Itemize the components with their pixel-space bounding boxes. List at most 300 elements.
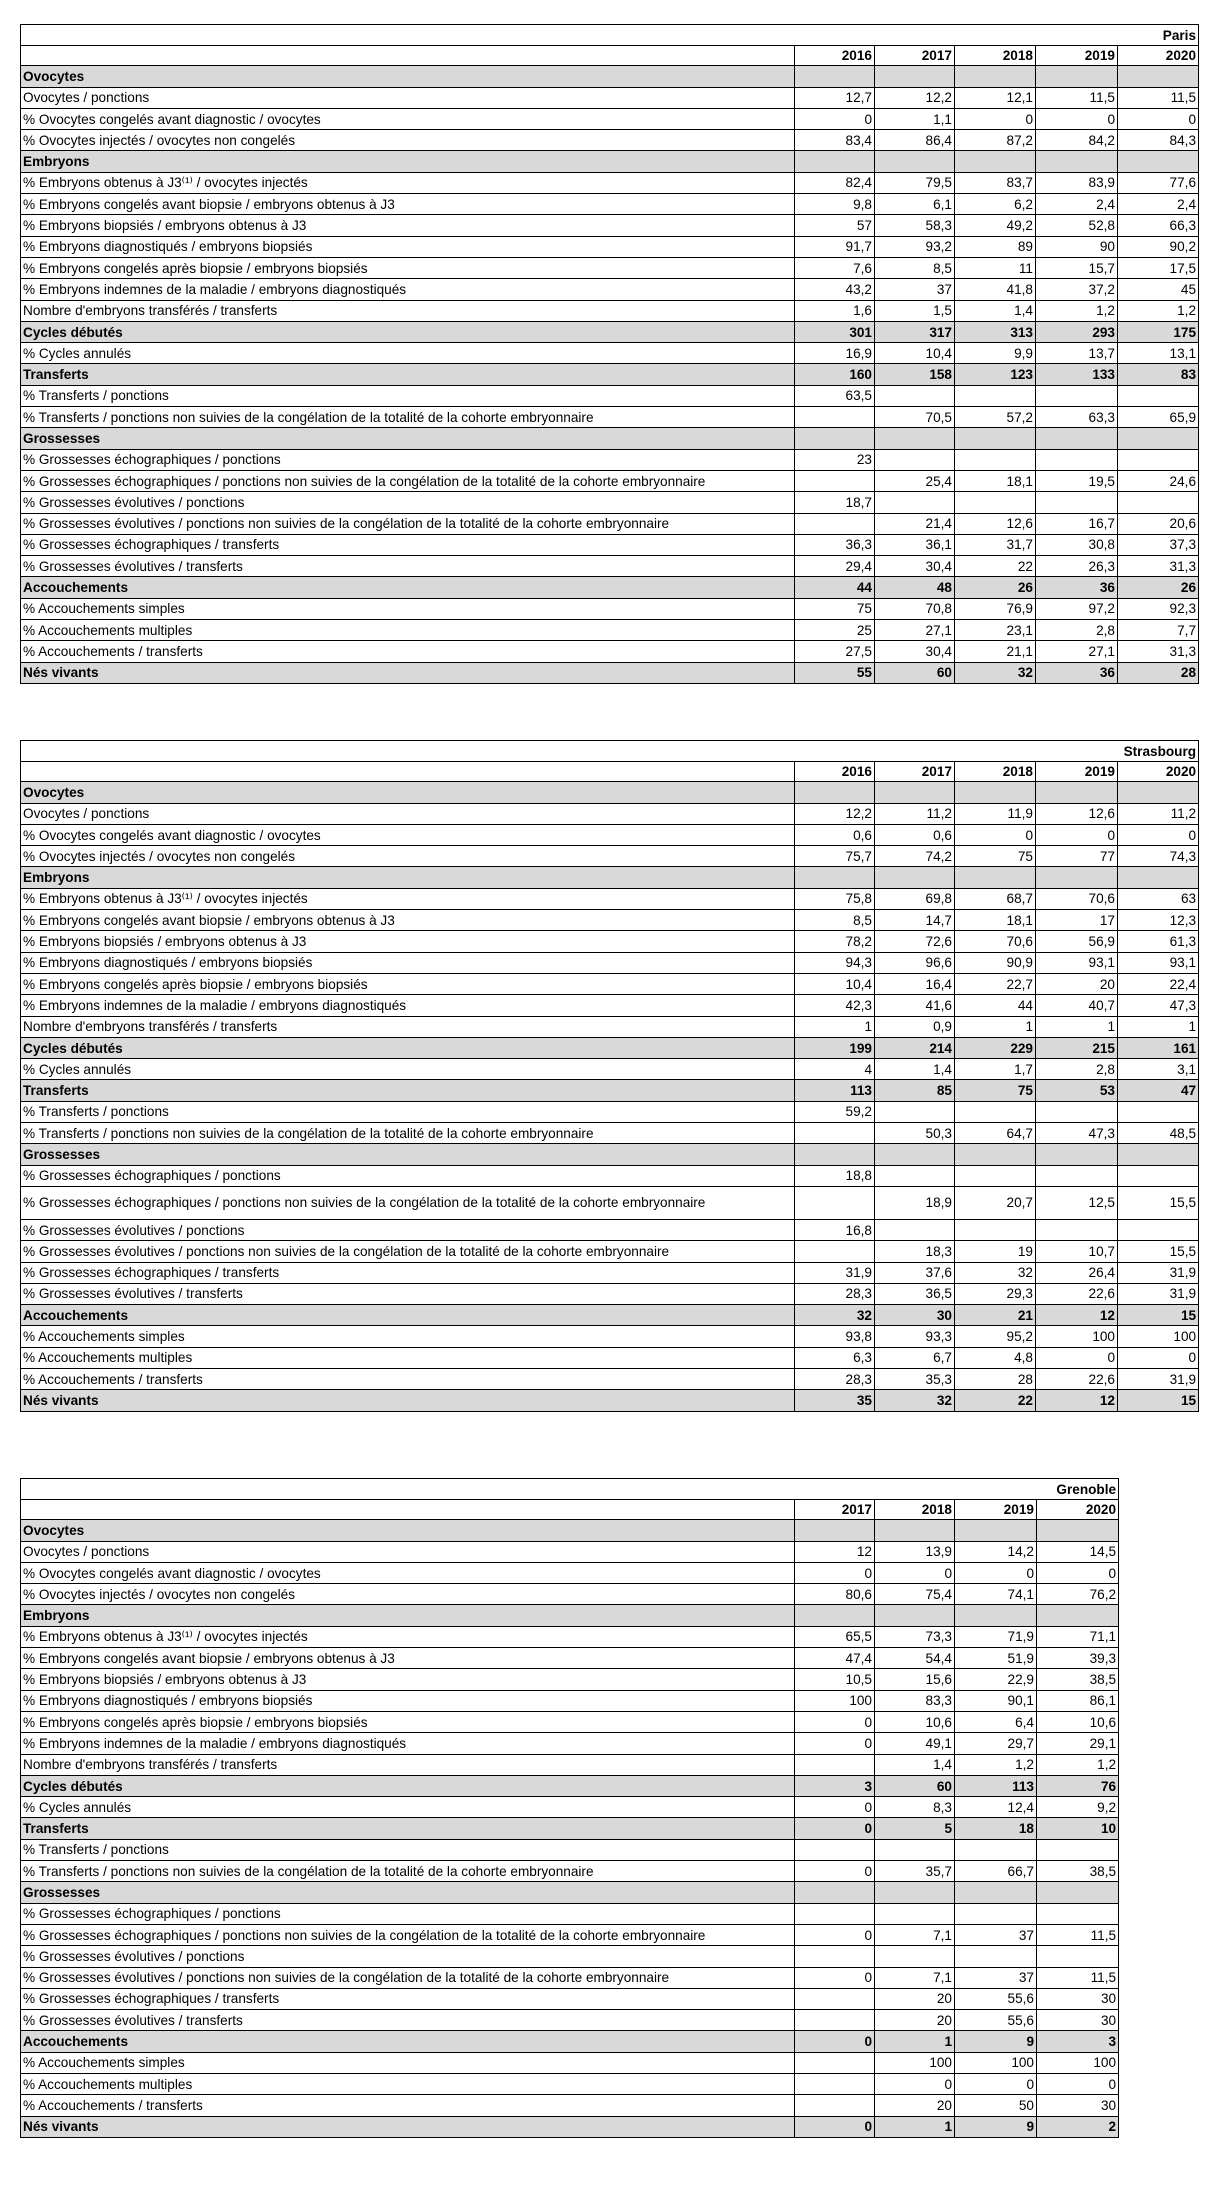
row-label-grossesses-evolutives-ponctions-non-suivies-de-la-congelatio: % Grossesses évolutives / ponctions non suivies de la congélation de la totalité de la cohorte embryonnaire [21,1241,795,1262]
cell-grossesses-echographiques-ponctions-non-suivies-de-la-congel-2017: 0 [795,1924,875,1945]
cell-embryons-indemnes-de-la-maladie-embryons-diagnostiques-2018: 44 [955,995,1036,1016]
cell-grossesses-evolutives-transferts-2016: 29,4 [795,556,875,577]
cell-ovocytes-injectes-ovocytes-non-congeles-2019: 77 [1036,846,1118,867]
cell-grossesses-echographiques-ponctions-non-suivies-de-la-congel-2017: 25,4 [875,470,955,491]
year-header-2017: 2017 [875,46,955,66]
cell-embryons-congeles-apres-biopsie-embryons-biopsies-2018: 10,6 [875,1711,955,1732]
year-header-2020: 2020 [1118,762,1199,782]
cell-embryons-obtenus-a-j3-ovocytes-injectes-2019: 71,9 [955,1626,1037,1647]
cell-accouchements-simples-2017 [795,2052,875,2073]
cell-embryons-obtenus-a-j3-ovocytes-injectes-2018: 83,7 [955,172,1036,193]
cell-grossesses-echographiques-ponctions-non-suivies-de-la-congel-2016 [795,470,875,491]
cell-embryons-2016 [795,151,875,172]
city-name: Strasbourg [21,741,1199,762]
cell-grossesses-evolutives-ponctions-2017 [875,1219,955,1240]
cell-grossesses-echographiques-transferts-2017 [795,1988,875,2009]
cell-grossesses-echographiques-transferts-2017: 37,6 [875,1262,955,1283]
cell-embryons-congeles-avant-biopsie-embryons-obtenus-a-j3-2018: 6,2 [955,194,1036,215]
cell-accouchements-simples-2017: 70,8 [875,598,955,619]
table-row [21,846,1199,867]
cell-ovocytes-2020 [1037,1520,1119,1541]
row-label-embryons-biopsies-embryons-obtenus-a-j3: % Embryons biopsiés / embryons obtenus à J3 [21,931,795,952]
cell-ovocytes-ponctions-2017: 11,2 [875,803,955,824]
cell-accouchements-simples-2019: 100 [955,2052,1037,2073]
city-header-row [21,1479,1119,1500]
table-row [21,1123,1199,1144]
cell-ovocytes-injectes-ovocytes-non-congeles-2018: 87,2 [955,130,1036,151]
cell-embryons-diagnostiques-embryons-biopsies-2017: 93,2 [875,236,955,257]
cell-nes-vivants-2019: 12 [1036,1390,1118,1411]
cell-ovocytes-congeles-avant-diagnostic-ovocytes-2017: 0,6 [875,824,955,845]
cell-ovocytes-ponctions-2018: 11,9 [955,803,1036,824]
cell-accouchements-transferts-2018: 21,1 [955,641,1036,662]
row-label-accouchements-simples: % Accouchements simples [21,598,795,619]
table-row [21,1967,1119,1988]
cell-grossesses-echographiques-transferts-2020: 31,9 [1118,1262,1199,1283]
cell-grossesses-evolutives-ponctions-non-suivies-de-la-congelatio-2018: 19 [955,1241,1036,1262]
cell-embryons-biopsies-embryons-obtenus-a-j3-2018: 49,2 [955,215,1036,236]
cell-embryons-congeles-apres-biopsie-embryons-biopsies-2019: 20 [1036,973,1118,994]
cell-nombre-d-embryons-transferes-transferts-2016: 1,6 [795,300,875,321]
row-label-embryons-diagnostiques-embryons-biopsies: % Embryons diagnostiqués / embryons biopsiés [21,952,795,973]
cell-grossesses-evolutives-ponctions-non-suivies-de-la-congelatio-2019: 10,7 [1036,1241,1118,1262]
cell-nes-vivants-2018: 32 [955,662,1036,683]
row-label-embryons-indemnes-de-la-maladie-embryons-diagnostiques: % Embryons indemnes de la maladie / embryons diagnostiqués [21,995,795,1016]
cell-transferts-ponctions-non-suivies-de-la-congelation-de-la-tot-2017: 0 [795,1861,875,1882]
table-row [21,1861,1119,1882]
cell-grossesses-echographiques-ponctions-2019 [1036,449,1118,470]
cell-grossesses-evolutives-transferts-2017 [795,2010,875,2031]
table-row [21,1144,1199,1165]
cell-embryons-2018 [875,1605,955,1626]
cell-cycles-debutes-2016: 301 [795,321,875,342]
year-header-2020: 2020 [1037,1500,1119,1520]
cell-embryons-diagnostiques-embryons-biopsies-2016: 94,3 [795,952,875,973]
table-row [21,910,1199,931]
cell-accouchements-simples-2020: 100 [1118,1326,1199,1347]
cell-accouchements-2017: 0 [795,2031,875,2052]
cell-embryons-obtenus-a-j3-ovocytes-injectes-2019: 83,9 [1036,172,1118,193]
table-row [21,513,1199,534]
row-label-transferts-ponctions-non-suivies-de-la-congelation-de-la-tot: % Transferts / ponctions non suivies de la congélation de la totalité de la cohorte embryonnaire [21,407,795,428]
cell-embryons-congeles-apres-biopsie-embryons-biopsies-2016: 10,4 [795,973,875,994]
cell-embryons-obtenus-a-j3-ovocytes-injectes-2017: 65,5 [795,1626,875,1647]
year-header-row [21,46,1199,66]
cell-accouchements-multiples-2016: 25 [795,620,875,641]
cell-accouchements-transferts-2017 [795,2095,875,2116]
cell-accouchements-transferts-2020: 30 [1037,2095,1119,2116]
cell-grossesses-evolutives-ponctions-non-suivies-de-la-congelatio-2019: 37 [955,1967,1037,1988]
cell-grossesses-2018 [955,1144,1036,1165]
cell-grossesses-evolutives-ponctions-2017 [795,1946,875,1967]
row-label-ovocytes: Ovocytes [21,1520,795,1541]
cell-embryons-biopsies-embryons-obtenus-a-j3-2016: 78,2 [795,931,875,952]
table-row [21,1903,1119,1924]
cell-accouchements-simples-2018: 100 [875,2052,955,2073]
cell-transferts-ponctions-2017 [795,1839,875,1860]
cell-cycles-annules-2018: 8,3 [875,1797,955,1818]
cell-grossesses-echographiques-ponctions-2019 [1036,1165,1118,1186]
cell-embryons-2020 [1118,867,1199,888]
table-row [21,321,1199,342]
cell-transferts-ponctions-2020 [1037,1839,1119,1860]
table-row [21,1584,1119,1605]
row-label-grossesses-echographiques-ponctions-non-suivies-de-la-congel: % Grossesses échographiques / ponctions non suivies de la congélation de la totalité de la cohorte embryonnaire [21,1186,795,1219]
cell-accouchements-simples-2016: 93,8 [795,1326,875,1347]
cell-embryons-indemnes-de-la-maladie-embryons-diagnostiques-2017: 41,6 [875,995,955,1016]
row-label-accouchements-simples: % Accouchements simples [21,1326,795,1347]
cell-transferts-2019: 133 [1036,364,1118,385]
cell-embryons-congeles-apres-biopsie-embryons-biopsies-2018: 11 [955,257,1036,278]
table-row [21,130,1199,151]
cell-accouchements-2016: 44 [795,577,875,598]
cell-embryons-diagnostiques-embryons-biopsies-2018: 89 [955,236,1036,257]
cell-embryons-indemnes-de-la-maladie-embryons-diagnostiques-2019: 40,7 [1036,995,1118,1016]
cell-embryons-indemnes-de-la-maladie-embryons-diagnostiques-2018: 49,1 [875,1733,955,1754]
row-label-nes-vivants: Nés vivants [21,1390,795,1411]
cell-ovocytes-congeles-avant-diagnostic-ovocytes-2020: 0 [1118,824,1199,845]
cell-embryons-diagnostiques-embryons-biopsies-2017: 100 [795,1690,875,1711]
cell-accouchements-multiples-2018: 23,1 [955,620,1036,641]
cell-ovocytes-ponctions-2016: 12,2 [795,803,875,824]
table-row [21,620,1199,641]
cell-grossesses-echographiques-ponctions-non-suivies-de-la-congel-2018: 20,7 [955,1186,1036,1219]
cell-embryons-biopsies-embryons-obtenus-a-j3-2017: 10,5 [795,1669,875,1690]
cell-cycles-annules-2017: 0 [795,1797,875,1818]
row-label-grossesses-evolutives-ponctions-non-suivies-de-la-congelatio: % Grossesses évolutives / ponctions non suivies de la congélation de la totalité de la cohorte embryonnaire [21,513,795,534]
cell-grossesses-evolutives-ponctions-2020 [1037,1946,1119,1967]
cell-nes-vivants-2016: 35 [795,1390,875,1411]
cell-transferts-ponctions-2017 [875,385,955,406]
cell-embryons-congeles-apres-biopsie-embryons-biopsies-2016: 7,6 [795,257,875,278]
cell-cycles-debutes-2016: 199 [795,1037,875,1058]
cell-embryons-2020 [1037,1605,1119,1626]
cell-transferts-ponctions-2018 [875,1839,955,1860]
table-row [21,995,1199,1016]
row-label-embryons-diagnostiques-embryons-biopsies: % Embryons diagnostiqués / embryons biopsiés [21,1690,795,1711]
table-row [21,1797,1119,1818]
row-label-transferts-ponctions: % Transferts / ponctions [21,1839,795,1860]
cell-accouchements-2019: 9 [955,2031,1037,2052]
cell-embryons-congeles-avant-biopsie-embryons-obtenus-a-j3-2019: 51,9 [955,1648,1037,1669]
cell-grossesses-evolutives-transferts-2020: 31,9 [1118,1283,1199,1304]
cell-transferts-2019: 53 [1036,1080,1118,1101]
cell-grossesses-evolutives-ponctions-non-suivies-de-la-congelatio-2020: 15,5 [1118,1241,1199,1262]
table-row [21,1690,1119,1711]
cell-embryons-obtenus-a-j3-ovocytes-injectes-2018: 68,7 [955,888,1036,909]
year-header-2019: 2019 [1036,762,1118,782]
cell-embryons-2019 [1036,151,1118,172]
cell-grossesses-evolutives-transferts-2017: 30,4 [875,556,955,577]
cell-transferts-2016: 113 [795,1080,875,1101]
table-row [21,449,1199,470]
city-header-row [21,741,1199,762]
table-row [21,1669,1119,1690]
cell-embryons-2018 [955,151,1036,172]
table-row [21,641,1199,662]
row-label-embryons-obtenus-a-j3-ovocytes-injectes: % Embryons obtenus à J3⁽¹⁾ / ovocytes injectés [21,888,795,909]
row-label-ovocytes-congeles-avant-diagnostic-ovocytes: % Ovocytes congelés avant diagnostic / ovocytes [21,824,795,845]
cell-grossesses-evolutives-ponctions-non-suivies-de-la-congelatio-2016 [795,513,875,534]
table-row [21,2052,1119,2073]
table-row [21,215,1199,236]
table-row [21,108,1199,129]
row-label-embryons: Embryons [21,151,795,172]
cell-embryons-congeles-avant-biopsie-embryons-obtenus-a-j3-2017: 47,4 [795,1648,875,1669]
cell-transferts-ponctions-2020 [1118,1101,1199,1122]
cell-transferts-ponctions-2016: 59,2 [795,1101,875,1122]
cell-embryons-biopsies-embryons-obtenus-a-j3-2020: 61,3 [1118,931,1199,952]
cell-cycles-annules-2019: 13,7 [1036,343,1118,364]
cell-grossesses-echographiques-ponctions-non-suivies-de-la-congel-2019: 37 [955,1924,1037,1945]
table-row [21,1520,1119,1541]
cell-transferts-ponctions-2019 [1036,385,1118,406]
table-row [21,1711,1119,1732]
row-label-embryons-congeles-apres-biopsie-embryons-biopsies: % Embryons congelés après biopsie / embryons biopsiés [21,1711,795,1732]
row-label-ovocytes-injectes-ovocytes-non-congeles: % Ovocytes injectés / ovocytes non congelés [21,130,795,151]
cell-embryons-congeles-avant-biopsie-embryons-obtenus-a-j3-2019: 17 [1036,910,1118,931]
table-row [21,2095,1119,2116]
cell-ovocytes-2020 [1118,782,1199,803]
cell-ovocytes-congeles-avant-diagnostic-ovocytes-2019: 0 [1036,108,1118,129]
row-label-grossesses-echographiques-ponctions: % Grossesses échographiques / ponctions [21,1165,795,1186]
table-row [21,1988,1119,2009]
cell-embryons-diagnostiques-embryons-biopsies-2020: 86,1 [1037,1690,1119,1711]
cell-cycles-annules-2020: 3,1 [1118,1059,1199,1080]
cell-ovocytes-2020 [1118,66,1199,87]
year-header-blank [21,1500,795,1520]
table-row [21,1946,1119,1967]
row-label-accouchements-multiples: % Accouchements multiples [21,620,795,641]
cell-embryons-2017 [875,867,955,888]
row-label-embryons-indemnes-de-la-maladie-embryons-diagnostiques: % Embryons indemnes de la maladie / embryons diagnostiqués [21,279,795,300]
cell-grossesses-evolutives-ponctions-non-suivies-de-la-congelatio-2017: 0 [795,1967,875,1988]
cell-cycles-annules-2017: 10,4 [875,343,955,364]
cell-accouchements-transferts-2019: 50 [955,2095,1037,2116]
cell-grossesses-echographiques-ponctions-2018 [875,1903,955,1924]
cell-embryons-biopsies-embryons-obtenus-a-j3-2017: 72,6 [875,931,955,952]
cell-transferts-2020: 10 [1037,1818,1119,1839]
cell-accouchements-2018: 1 [875,2031,955,2052]
cell-grossesses-2016 [795,428,875,449]
cell-ovocytes-injectes-ovocytes-non-congeles-2017: 80,6 [795,1584,875,1605]
cell-ovocytes-injectes-ovocytes-non-congeles-2020: 74,3 [1118,846,1199,867]
year-header-2016: 2016 [795,762,875,782]
cell-nes-vivants-2016: 55 [795,662,875,683]
cell-embryons-obtenus-a-j3-ovocytes-injectes-2017: 69,8 [875,888,955,909]
cell-grossesses-evolutives-ponctions-non-suivies-de-la-congelatio-2018: 7,1 [875,1967,955,1988]
cell-grossesses-evolutives-ponctions-non-suivies-de-la-congelatio-2019: 16,7 [1036,513,1118,534]
table-row [21,1241,1199,1262]
table-row [21,1818,1119,1839]
cell-transferts-ponctions-non-suivies-de-la-congelation-de-la-tot-2016 [795,1123,875,1144]
cell-ovocytes-ponctions-2020: 11,2 [1118,803,1199,824]
row-label-grossesses-echographiques-transferts: % Grossesses échographiques / transferts [21,1988,795,2009]
cell-grossesses-echographiques-transferts-2018: 32 [955,1262,1036,1283]
cell-embryons-diagnostiques-embryons-biopsies-2018: 90,9 [955,952,1036,973]
cell-accouchements-2020: 3 [1037,2031,1119,2052]
cell-nes-vivants-2018: 1 [875,2116,955,2137]
cell-nombre-d-embryons-transferes-transferts-2018: 1,4 [875,1754,955,1775]
table-row [21,1219,1199,1240]
cell-nombre-d-embryons-transferes-transferts-2017: 1,5 [875,300,955,321]
cell-transferts-ponctions-non-suivies-de-la-congelation-de-la-tot-2020: 48,5 [1118,1123,1199,1144]
year-header-blank [21,46,795,66]
row-label-accouchements-transferts: % Accouchements / transferts [21,1369,795,1390]
cell-transferts-ponctions-2017 [875,1101,955,1122]
cell-grossesses-echographiques-transferts-2020: 37,3 [1118,534,1199,555]
cell-grossesses-echographiques-ponctions-non-suivies-de-la-congel-2020: 15,5 [1118,1186,1199,1219]
cell-ovocytes-congeles-avant-diagnostic-ovocytes-2018: 0 [955,108,1036,129]
row-label-transferts-ponctions-non-suivies-de-la-congelation-de-la-tot: % Transferts / ponctions non suivies de la congélation de la totalité de la cohorte embryonnaire [21,1861,795,1882]
cell-grossesses-evolutives-ponctions-non-suivies-de-la-congelatio-2017: 21,4 [875,513,955,534]
cell-ovocytes-2016 [795,66,875,87]
row-label-ovocytes: Ovocytes [21,66,795,87]
cell-accouchements-2020: 15 [1118,1305,1199,1326]
cell-grossesses-evolutives-transferts-2018: 20 [875,2010,955,2031]
table-row [21,1754,1119,1775]
cell-accouchements-multiples-2017: 6,7 [875,1347,955,1368]
row-label-ovocytes: Ovocytes [21,782,795,803]
table-row [21,2116,1119,2137]
table-row [21,151,1199,172]
cell-grossesses-echographiques-ponctions-non-suivies-de-la-congel-2018: 7,1 [875,1924,955,1945]
cell-nes-vivants-2020: 15 [1118,1390,1199,1411]
cell-grossesses-evolutives-ponctions-2019 [955,1946,1037,1967]
cell-nombre-d-embryons-transferes-transferts-2018: 1,4 [955,300,1036,321]
row-label-grossesses: Grossesses [21,1144,795,1165]
cell-grossesses-evolutives-ponctions-2019 [1036,492,1118,513]
cell-embryons-2016 [795,867,875,888]
row-label-grossesses-evolutives-ponctions: % Grossesses évolutives / ponctions [21,492,795,513]
cell-grossesses-echographiques-transferts-2016: 36,3 [795,534,875,555]
row-label-transferts-ponctions: % Transferts / ponctions [21,385,795,406]
cell-cycles-debutes-2017: 3 [795,1775,875,1796]
cell-transferts-ponctions-2018 [955,385,1036,406]
table-row [21,888,1199,909]
table-row [21,867,1199,888]
table-row [21,1369,1199,1390]
cell-cycles-debutes-2020: 161 [1118,1037,1199,1058]
table-row [21,1080,1199,1101]
table-row [21,931,1199,952]
cell-grossesses-evolutives-transferts-2020: 30 [1037,2010,1119,2031]
cell-embryons-indemnes-de-la-maladie-embryons-diagnostiques-2019: 29,7 [955,1733,1037,1754]
row-label-cycles-annules: % Cycles annulés [21,1797,795,1818]
cell-grossesses-2019 [1036,428,1118,449]
cell-embryons-indemnes-de-la-maladie-embryons-diagnostiques-2020: 47,3 [1118,995,1199,1016]
cell-grossesses-evolutives-ponctions-non-suivies-de-la-congelatio-2016 [795,1241,875,1262]
table-row [21,803,1199,824]
row-label-embryons-biopsies-embryons-obtenus-a-j3: % Embryons biopsiés / embryons obtenus à J3 [21,1669,795,1690]
cell-accouchements-multiples-2019: 0 [955,2074,1037,2095]
row-label-grossesses-echographiques-ponctions-non-suivies-de-la-congel: % Grossesses échographiques / ponctions non suivies de la congélation de la totalité de la cohorte embryonnaire [21,470,795,491]
cell-accouchements-transferts-2017: 30,4 [875,641,955,662]
cell-grossesses-2017 [875,1144,955,1165]
year-header-2018: 2018 [955,762,1036,782]
cell-cycles-annules-2018: 9,9 [955,343,1036,364]
cell-embryons-biopsies-embryons-obtenus-a-j3-2017: 58,3 [875,215,955,236]
cell-embryons-congeles-avant-biopsie-embryons-obtenus-a-j3-2020: 12,3 [1118,910,1199,931]
cell-accouchements-transferts-2019: 27,1 [1036,641,1118,662]
cell-transferts-2016: 160 [795,364,875,385]
cell-nombre-d-embryons-transferes-transferts-2020: 1 [1118,1016,1199,1037]
table-row [21,1390,1199,1411]
cell-ovocytes-injectes-ovocytes-non-congeles-2020: 84,3 [1118,130,1199,151]
row-label-embryons-congeles-avant-biopsie-embryons-obtenus-a-j3: % Embryons congelés avant biopsie / embryons obtenus à J3 [21,910,795,931]
cell-embryons-congeles-apres-biopsie-embryons-biopsies-2020: 22,4 [1118,973,1199,994]
cell-nombre-d-embryons-transferes-transferts-2017 [795,1754,875,1775]
row-label-grossesses-echographiques-ponctions-non-suivies-de-la-congel: % Grossesses échographiques / ponctions non suivies de la congélation de la totalité de la cohorte embryonnaire [21,1924,795,1945]
cell-embryons-indemnes-de-la-maladie-embryons-diagnostiques-2020: 45 [1118,279,1199,300]
cell-accouchements-multiples-2018: 0 [875,2074,955,2095]
cell-ovocytes-ponctions-2018: 13,9 [875,1541,955,1562]
cell-grossesses-echographiques-ponctions-non-suivies-de-la-congel-2020: 11,5 [1037,1924,1119,1945]
table-row [21,2010,1119,2031]
row-label-accouchements-transferts: % Accouchements / transferts [21,641,795,662]
cell-nombre-d-embryons-transferes-transferts-2019: 1 [1036,1016,1118,1037]
cell-cycles-debutes-2017: 317 [875,321,955,342]
table-row [21,172,1199,193]
row-label-embryons-biopsies-embryons-obtenus-a-j3: % Embryons biopsiés / embryons obtenus à J3 [21,215,795,236]
table-row [21,1839,1119,1860]
cell-ovocytes-congeles-avant-diagnostic-ovocytes-2020: 0 [1118,108,1199,129]
cell-embryons-biopsies-embryons-obtenus-a-j3-2018: 15,6 [875,1669,955,1690]
row-label-nombre-d-embryons-transferes-transferts: Nombre d'embryons transférés / transferts [21,1016,795,1037]
cell-grossesses-echographiques-ponctions-2016: 23 [795,449,875,470]
cell-grossesses-echographiques-ponctions-non-suivies-de-la-congel-2020: 24,6 [1118,470,1199,491]
cell-grossesses-2020 [1118,1144,1199,1165]
row-label-nombre-d-embryons-transferes-transferts: Nombre d'embryons transférés / transferts [21,300,795,321]
cell-cycles-debutes-2020: 175 [1118,321,1199,342]
cell-embryons-2018 [955,867,1036,888]
cell-accouchements-2017: 30 [875,1305,955,1326]
cell-grossesses-echographiques-ponctions-non-suivies-de-la-congel-2019: 12,5 [1036,1186,1118,1219]
cell-embryons-obtenus-a-j3-ovocytes-injectes-2018: 73,3 [875,1626,955,1647]
cell-embryons-congeles-avant-biopsie-embryons-obtenus-a-j3-2017: 6,1 [875,194,955,215]
cell-embryons-biopsies-embryons-obtenus-a-j3-2020: 38,5 [1037,1669,1119,1690]
cell-embryons-congeles-avant-biopsie-embryons-obtenus-a-j3-2020: 39,3 [1037,1648,1119,1669]
cell-embryons-diagnostiques-embryons-biopsies-2020: 90,2 [1118,236,1199,257]
cell-cycles-annules-2018: 1,7 [955,1059,1036,1080]
cell-ovocytes-2017 [875,782,955,803]
row-label-transferts: Transferts [21,1818,795,1839]
cell-grossesses-echographiques-transferts-2017: 36,1 [875,534,955,555]
cell-grossesses-evolutives-ponctions-2020 [1118,1219,1199,1240]
cell-transferts-2020: 47 [1118,1080,1199,1101]
table-row [21,1283,1199,1304]
cell-grossesses-evolutives-transferts-2020: 31,3 [1118,556,1199,577]
row-label-embryons-congeles-avant-biopsie-embryons-obtenus-a-j3: % Embryons congelés avant biopsie / embryons obtenus à J3 [21,194,795,215]
row-label-ovocytes-injectes-ovocytes-non-congeles: % Ovocytes injectés / ovocytes non congelés [21,1584,795,1605]
cell-ovocytes-2017 [875,66,955,87]
table-row [21,87,1199,108]
table-row [21,300,1199,321]
cell-transferts-ponctions-non-suivies-de-la-congelation-de-la-tot-2019: 47,3 [1036,1123,1118,1144]
cell-embryons-congeles-apres-biopsie-embryons-biopsies-2020: 10,6 [1037,1711,1119,1732]
table-row [21,407,1199,428]
row-label-cycles-debutes: Cycles débutés [21,321,795,342]
table-strasbourg [20,740,1199,1412]
cell-cycles-debutes-2019: 215 [1036,1037,1118,1058]
cell-grossesses-2019 [1036,1144,1118,1165]
cell-grossesses-2016 [795,1144,875,1165]
table-row [21,2031,1119,2052]
cell-transferts-2019: 18 [955,1818,1037,1839]
cell-nes-vivants-2019: 36 [1036,662,1118,683]
cell-accouchements-multiples-2017: 27,1 [875,620,955,641]
cell-grossesses-echographiques-ponctions-2017 [875,1165,955,1186]
